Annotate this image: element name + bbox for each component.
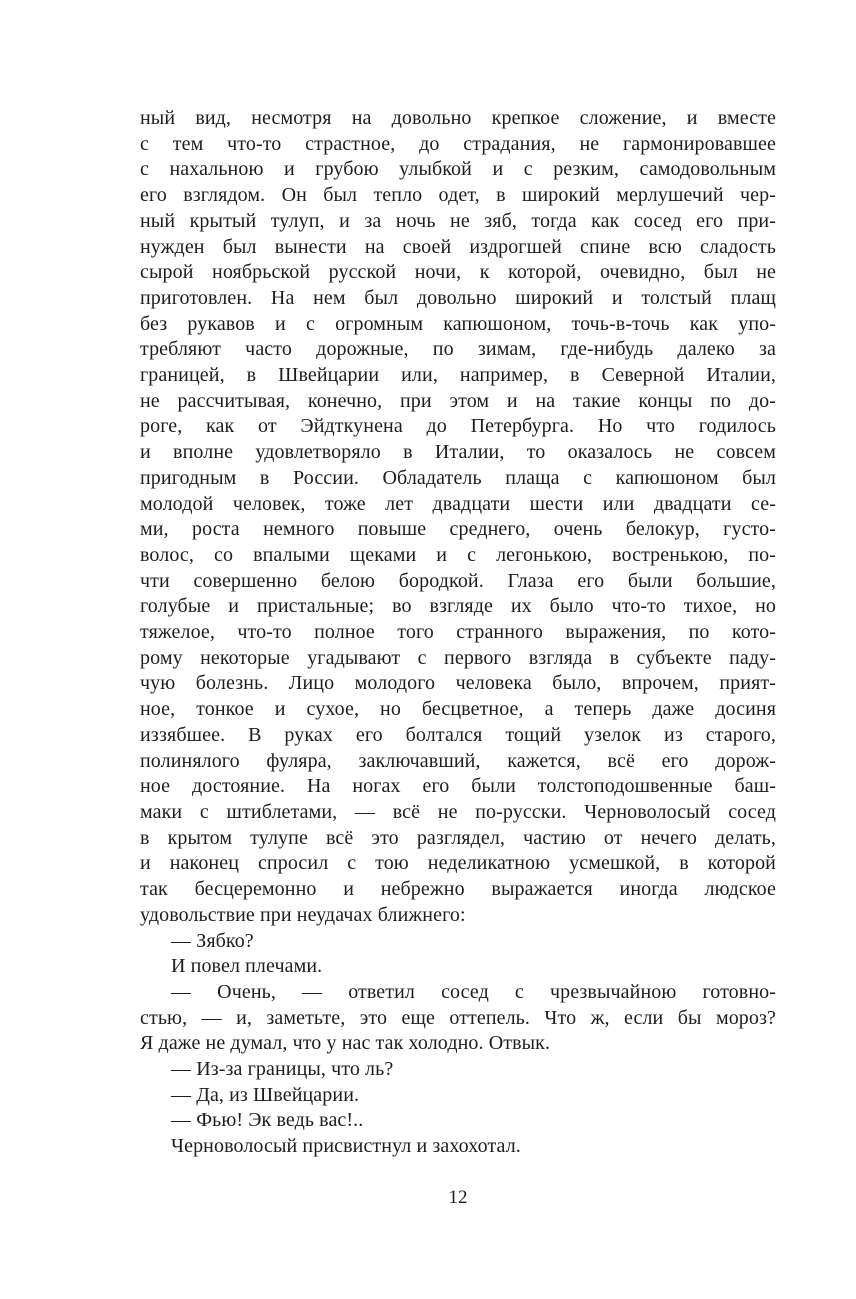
text-line: роге, как от Эйдткунена до Петербурга. Но что годилось [140,415,776,438]
text-line: молодой человек, тоже лет двадцати шести или двадцати се- [140,492,776,515]
text-block [140,106,776,1160]
text-line: ный крытый тулуп, и за ночь не зяб, тогда как сосед его при- [140,209,776,232]
text-line: и наконец спросил с тою неделикатною усмешкой, в которой [140,852,776,875]
text-line: Черноволосый присвистнул и захохотал. [171,1135,521,1158]
text-line: сырой ноябрьской русской ночи, к которой, очевидно, был не [140,261,776,284]
book-page [140,106,776,1209]
text-line: ный вид, несмотря на довольно крепкое сложение, и вместе [140,107,776,129]
text-line: ное, тонкое и сухое, но бесцветное, а теперь даже досиня [140,698,776,721]
text-line: стью, — и, заметьте, это еще оттепель. Что ж, если бы мороз? [140,1006,776,1029]
text-line: — Да, из Швейцарии. [171,1083,360,1106]
text-line: нужден был вынести на своей издрогшей спине всю сладость [140,235,776,258]
text-line: пригодным в России. Обладатель плаща с капюшоном был [140,466,776,489]
text-line: его взглядом. Он был тепло одет, в широкий мерлушечий чер- [140,184,776,207]
text-line: маки с штиблетами, — всё не по-русски. Черноволосый сосед [140,800,776,823]
text-line: требляют часто дорожные, по зимам, где-нибудь далеко за [140,338,776,361]
text-line: в крытом тулупе всё это разглядел, частию от нечего делать, [140,826,776,849]
text-line: не рассчитывая, конечно, при этом и на такие концы по до- [140,389,776,412]
text-line: голубые и пристальные; во взгляде их было что-то тихое, но [140,595,776,618]
text-line: приготовлен. На нем был довольно широкий и толстый плащ [140,286,776,309]
text-line: без рукавов и с огромным капюшоном, точь-в-точь как упо- [140,312,776,335]
text-line: — Фью! Эк ведь вас!.. [171,1109,364,1132]
text-line: и вполне удовлетворяло в Италии, то оказалось не совсем [140,441,776,464]
text-line: границей, в Швейцарии или, например, в Северной Италии, [140,364,776,387]
text-line: — Зябко? [171,929,254,952]
text-line: ное достояние. На ногах его были толстоподошвенные баш- [140,775,776,798]
text-line: чти совершенно белою бородкой. Глаза его были большие, [140,569,776,592]
text-line: с нахальною и грубою улыбкой и с резким, самодовольным [140,158,776,181]
page-number: 12 [448,1186,468,1208]
text-line: ми, роста немного повыше среднего, очень белокур, густо- [140,518,776,541]
text-line: — Очень, — ответил сосед с чрезвычайною готовно- [171,980,776,1003]
text-line: так бесцеремонно и небрежно выражается иногда людское [140,878,776,901]
text-line: полинялого фуляра, заключавший, кажется, всё его дорож- [140,749,776,772]
text-line: с тем что-то страстное, до страдания, не гармонировавшее [140,132,776,155]
text-line: Я даже не думал, что у нас так холодно. Отвык. [140,1032,551,1055]
text-line: рому некоторые угадывают с первого взгляда в субъекте паду- [140,646,776,669]
text-line: И повел плечами. [171,955,323,978]
text-line: волос, со впалыми щеками и с легонькою, востренькою, по- [140,543,776,566]
text-line: — Из-за границы, что ль? [171,1058,394,1081]
text-line: удовольствие при неудачах ближнего: [140,903,466,926]
text-line: чую болезнь. Лицо молодого человека было, впрочем, прият- [140,672,776,695]
text-line: тяжелое, что-то полное того странного выражения, по кото- [140,621,776,644]
text-line: иззябшее. В руках его болтался тощий узелок из старого, [140,723,776,746]
